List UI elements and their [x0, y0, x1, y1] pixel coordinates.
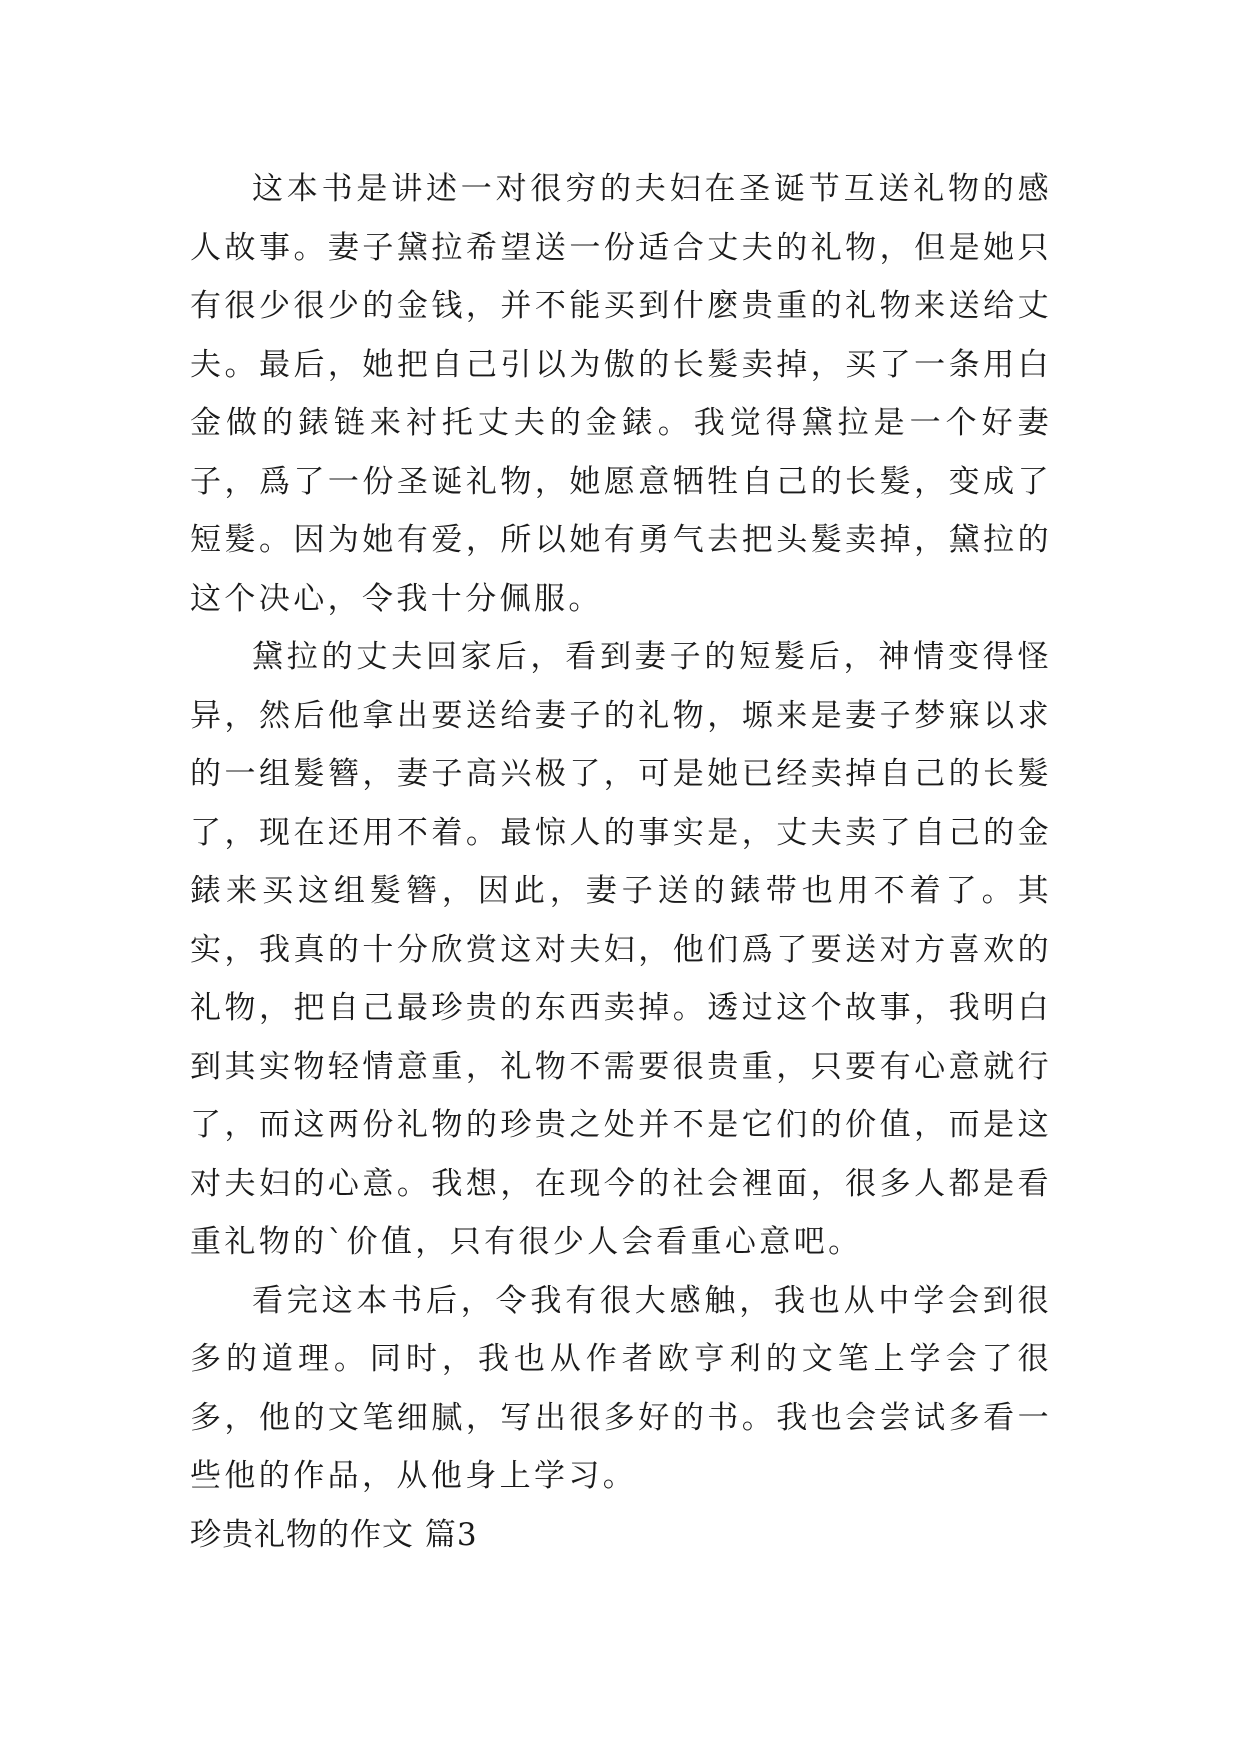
paragraph-3: 看完这本书后，令我有很大感触，我也从中学会到很多的道理。同时，我也从作者欧亨利的文笔上学会了很多，他的文笔细腻，写出很多好的书。我也会尝试多看一些他的作品，从他身上学习。: [190, 1282, 1052, 1494]
document-body: [190, 160, 1052, 1564]
section-heading: 珍贵礼物的作文 篇3: [190, 1516, 478, 1553]
paragraph-1: 这本书是讲述一对很穷的夫妇在圣诞节互送礼物的感人故事。妻子黛拉希望送一份适合丈夫的礼物，但是她只有很少很少的金钱，并不能买到什麽贵重的礼物来送给丈夫。最后，她把自己引以为傲的长髮卖掉，买了一条用白金做的錶链来衬托丈夫的金錶。我觉得黛拉是一个好妻子，爲了一份圣诞礼物，她愿意牺牲自己的长髮，变成了短髮。因为她有爱，所以她有勇气去把头髮卖掉，黛拉的这个决心，令我十分佩服。: [190, 171, 1052, 617]
paragraph-2: 黛拉的丈夫回家后，看到妻子的短髮后，神情变得怪异，然后他拿出要送给妻子的礼物，塬来是妻子梦寐以求的一组髮簪，妻子高兴极了，可是她已经卖掉自己的长髮了，现在还用不着。最惊人的事实是，丈夫卖了自己的金錶来买这组髮簪，因此，妻子送的錶带也用不着了。其实，我真的十分欣赏这对夫妇，他们爲了要送对方喜欢的礼物，把自己最珍贵的东西卖掉。透过这个故事，我明白到其实物轻情意重，礼物不需要很贵重，只要有心意就行了，而这两份礼物的珍贵之处并不是它们的价值，而是这对夫妇的心意。我想，在现今的社会裡面，很多人都是看重礼物的`价值，只有很少人会看重心意吧。: [190, 639, 1052, 1260]
